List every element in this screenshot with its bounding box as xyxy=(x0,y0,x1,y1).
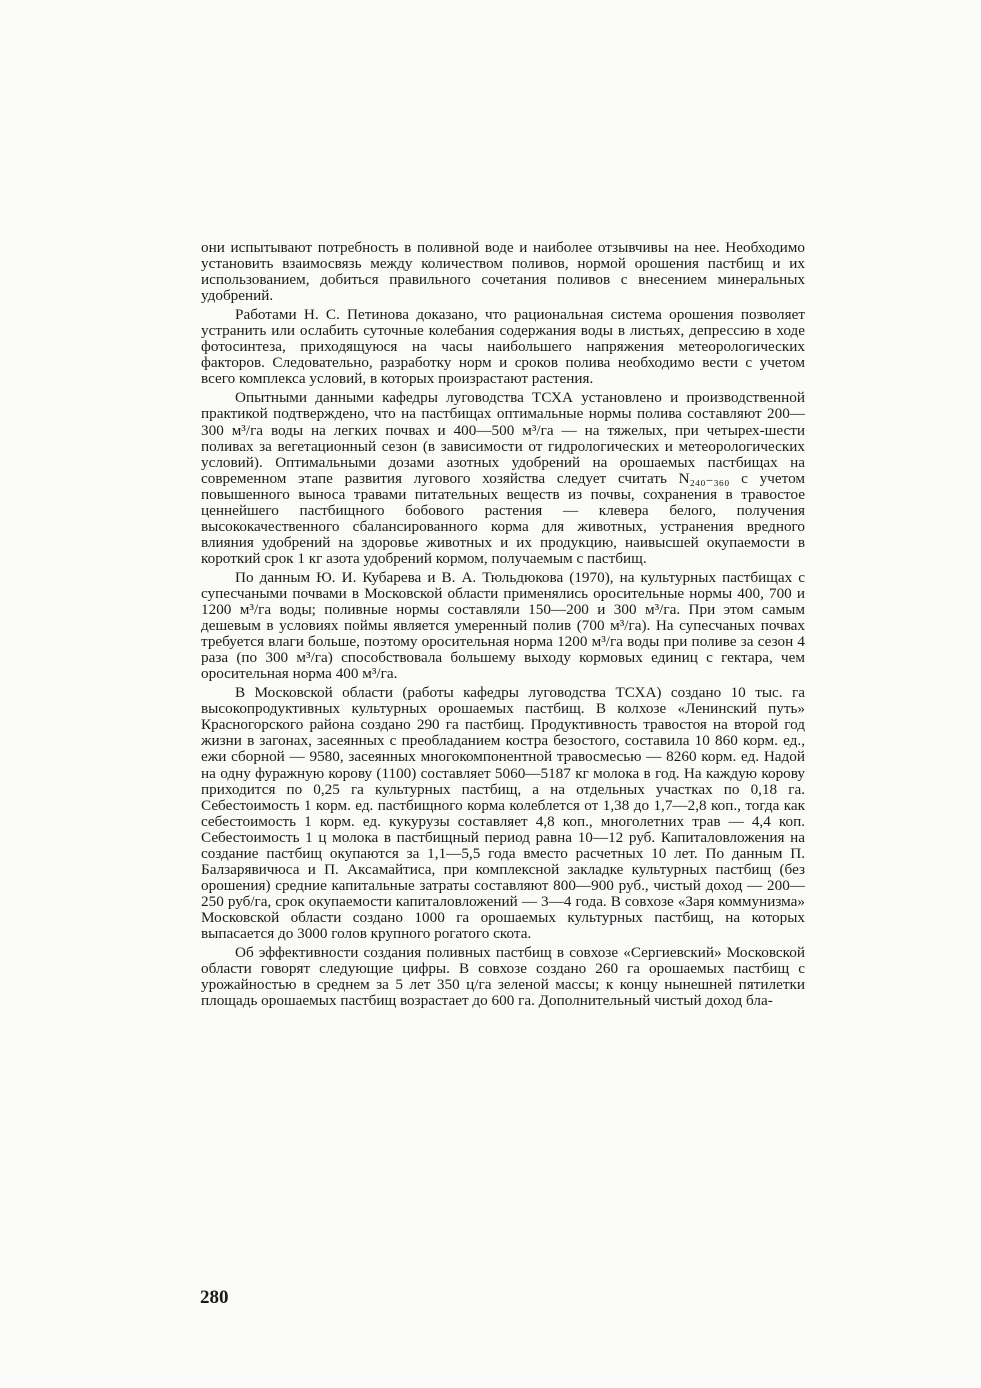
page-number: 280 xyxy=(200,1287,229,1308)
paragraph-tsha-norms: Опытными данными кафедры луговодства ТСХА установлено и производственной практикой подтверждено, что на пастбищах оптимальные нормы полива составляют 200—300 м³/га воды на легких почвах и 400—500 м³/га — на тяжелых, при четырех-шести поливах за вегетационный сезон (в зависимости от гидрологических и метеорологических условий). Оптимальными дозами азотных удобрений на орошаемых пастбищах на современном этапе развития лугового хозяйства следует считать N₂₄₀₋₃₆₀ с учетом повышенного выноса травами питательных веществ из почвы, сохранения в травостое ценнейшего пастбищного бобового растения — клевера белого, получения высококачественного сбалансированного корма для животных, устранения вредного влияния удобрений на здоровье животных и их продукцию, наивысшей окупаемости в короткий срок 1 кг азота удобрений кормом, получаемым с пастбищ. xyxy=(201,389,805,567)
paragraph-sergievsky: Об эффективности создания поливных пастбищ в совхозе «Сергиевский» Московской области говорят следующие цифры. В совхозе создано 260 га орошаемых пастбищ с урожайностью в среднем за 5 лет 350 ц/га зеленой массы; к концу нынешней пятилетки площадь орошаемых пастбищ возрастает до 600 га. Дополнительный чистый доход бла- xyxy=(201,944,805,1010)
paragraph-petinov: Работами Н. С. Петинова доказано, что рациональная система орошения позволяет устранить или ослабить суточные колебания содержания воды в листьях, депрессию в ходе фотосинтеза, приходящуюся на часы наибольшего напряжения метеорологических факторов. Следовательно, разработку норм и сроков полива необходимо вести с учетом всего комплекса условий, в которых произрастают растения. xyxy=(201,306,805,388)
paragraph-moscow-region: В Московской области (работы кафедры луговодства ТСХА) создано 10 тыс. га высокопродуктивных культурных орошаемых пастбищ. В колхозе «Ленинский путь» Красногорского района создано 290 га пастбищ. Продуктивность травостоя на второй год жизни в загонах, засеянных с преобладанием костра безостого, составила 10 860 корм. ед., ежи сборной — 9580, засеянных многокомпонентной травосмесью — 8260 корм. ед. Надой на одну фуражную корову (1100) составляет 5060—5187 кг молока в год. На каждую корову приходится по 0,25 га культурных пастбищ, а на отдельных участках по 0,18 га. Себестоимость 1 корм. ед. пастбищного корма колеблется от 1,38 до 1,7—2,8 коп., тогда как себестоимость 1 корм. ед. кукурузы составляет 4,8 коп., многолетних трав — 4,4 коп. Себестоимость 1 ц молока в пастбищный период равна 10—12 руб. Капиталовложения на создание пастбищ окупаются за 1,1—5,5 года вместо расчетных 10 лет. По данным П. Балзарявичюса и П. Аксамайтиса, при комплексной закладке культурных пастбищ (без орошения) средние капитальные затраты составляют 800—900 руб., чистый доход — 200—250 руб/га, срок окупаемости капиталовложений — 3—4 года. В совхозе «Заря коммунизма» Московской области создано 1000 га орошаемых культурных пастбищ, на которых выпасается до 3000 голов крупного рогатого скота. xyxy=(201,684,805,942)
paragraph-continuation: они испытывают потребность в поливной воде и наиболее отзывчивы на нее. Необходимо установить взаимосвязь между количеством поливов, нормой орошения пастбищ и их использованием, добиться правильного сочетания поливов с внесением минеральных удобрений. xyxy=(201,239,805,305)
paragraph-kubarev: По данным Ю. И. Кубарева и В. А. Тюльдюкова (1970), на культурных пастбищах с супесчаными почвами в Московской области применялись оросительные нормы 400, 700 и 1200 м³/га воды; поливные нормы составляли 150—200 и 300 м³/га. При этом самым дешевым в условиях поймы является умеренный полив (700 м³/га). На супесчаных почвах требуется влаги больше, поэтому оросительная норма 1200 м³/га воды при поливе за сезон 4 раза (по 300 м³/га) способствовала большему выходу кормовых единиц с гектара, чем оросительная норма 400 м³/га. xyxy=(201,568,805,683)
body-text xyxy=(201,240,805,1009)
